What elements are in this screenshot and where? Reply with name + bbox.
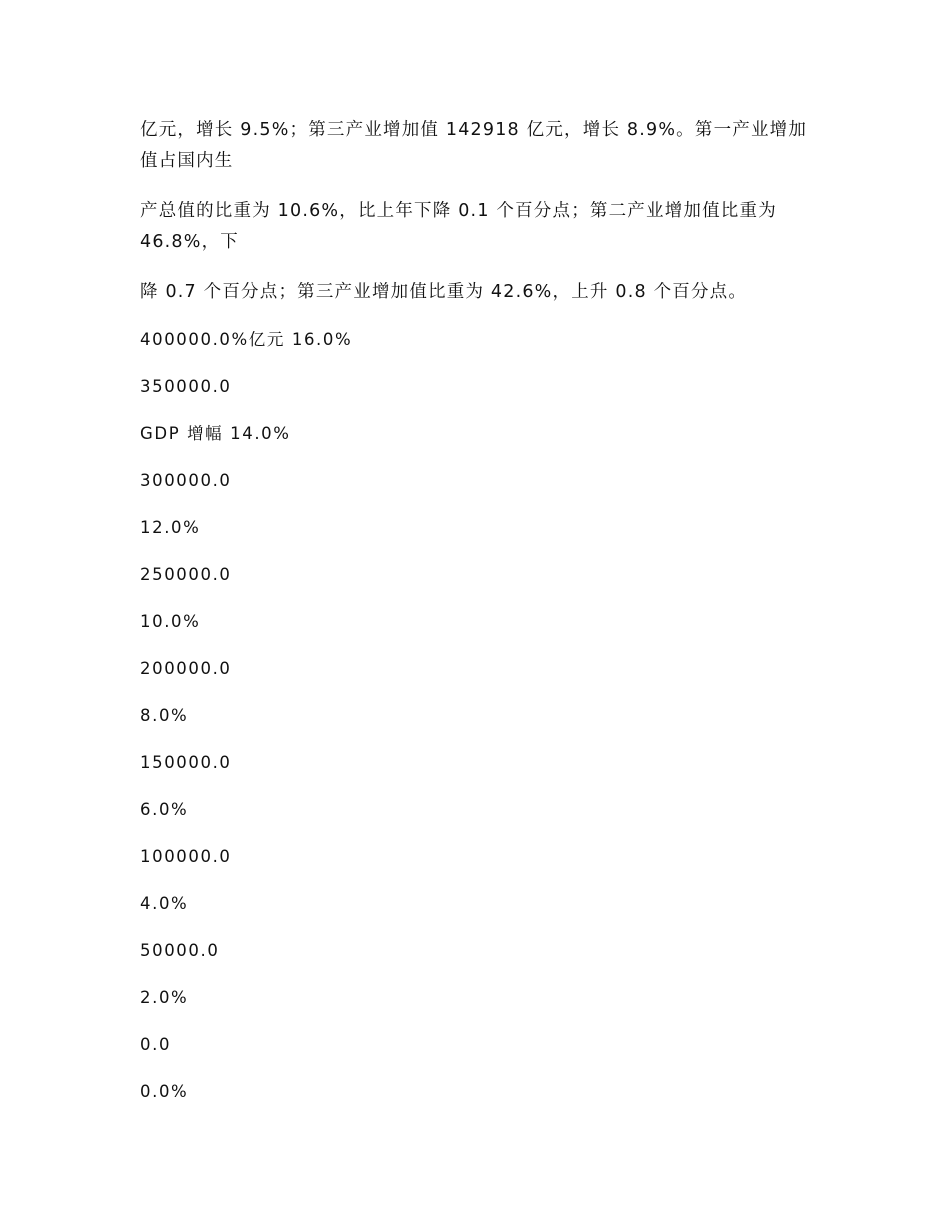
chart-text-line: 150000.0: [140, 753, 232, 772]
chart-text-line: 0.0: [140, 1035, 172, 1054]
chart-text-line: 250000.0: [140, 565, 232, 584]
paragraph-2: 产总值的比重为 10.6%，比上年下降 0.1 个百分点；第二产业增加值比重为 46.8%，下: [140, 201, 777, 252]
paragraph-1: 亿元，增长 9.5%；第三产业增加值 142918 亿元，增长 8.9%。第一产业增加值占国内生: [140, 120, 808, 171]
chart-text-line: 400000.0%亿元 16.0%: [140, 330, 353, 349]
chart-text-line: 8.0%: [140, 706, 189, 725]
chart-text-line: 2.0%: [140, 988, 189, 1007]
chart-text-line: 200000.0: [140, 659, 232, 678]
chart-text-line: GDP 增幅 14.0%: [140, 424, 291, 443]
chart-text-line: 0.0%: [140, 1082, 189, 1101]
chart-text-line: 6.0%: [140, 800, 189, 819]
chart-text-line: 12.0%: [140, 518, 201, 537]
chart-text-line: 350000.0: [140, 377, 232, 396]
paragraph-3: 降 0.7 个百分点；第三产业增加值比重为 42.6%，上升 0.8 个百分点。: [140, 282, 748, 302]
chart-text-line: 50000.0: [140, 941, 220, 960]
chart-text-line: 100000.0: [140, 847, 232, 866]
chart-text-line: 4.0%: [140, 894, 189, 913]
chart-text-line: 300000.0: [140, 471, 232, 490]
chart-text-line: 10.0%: [140, 612, 201, 631]
